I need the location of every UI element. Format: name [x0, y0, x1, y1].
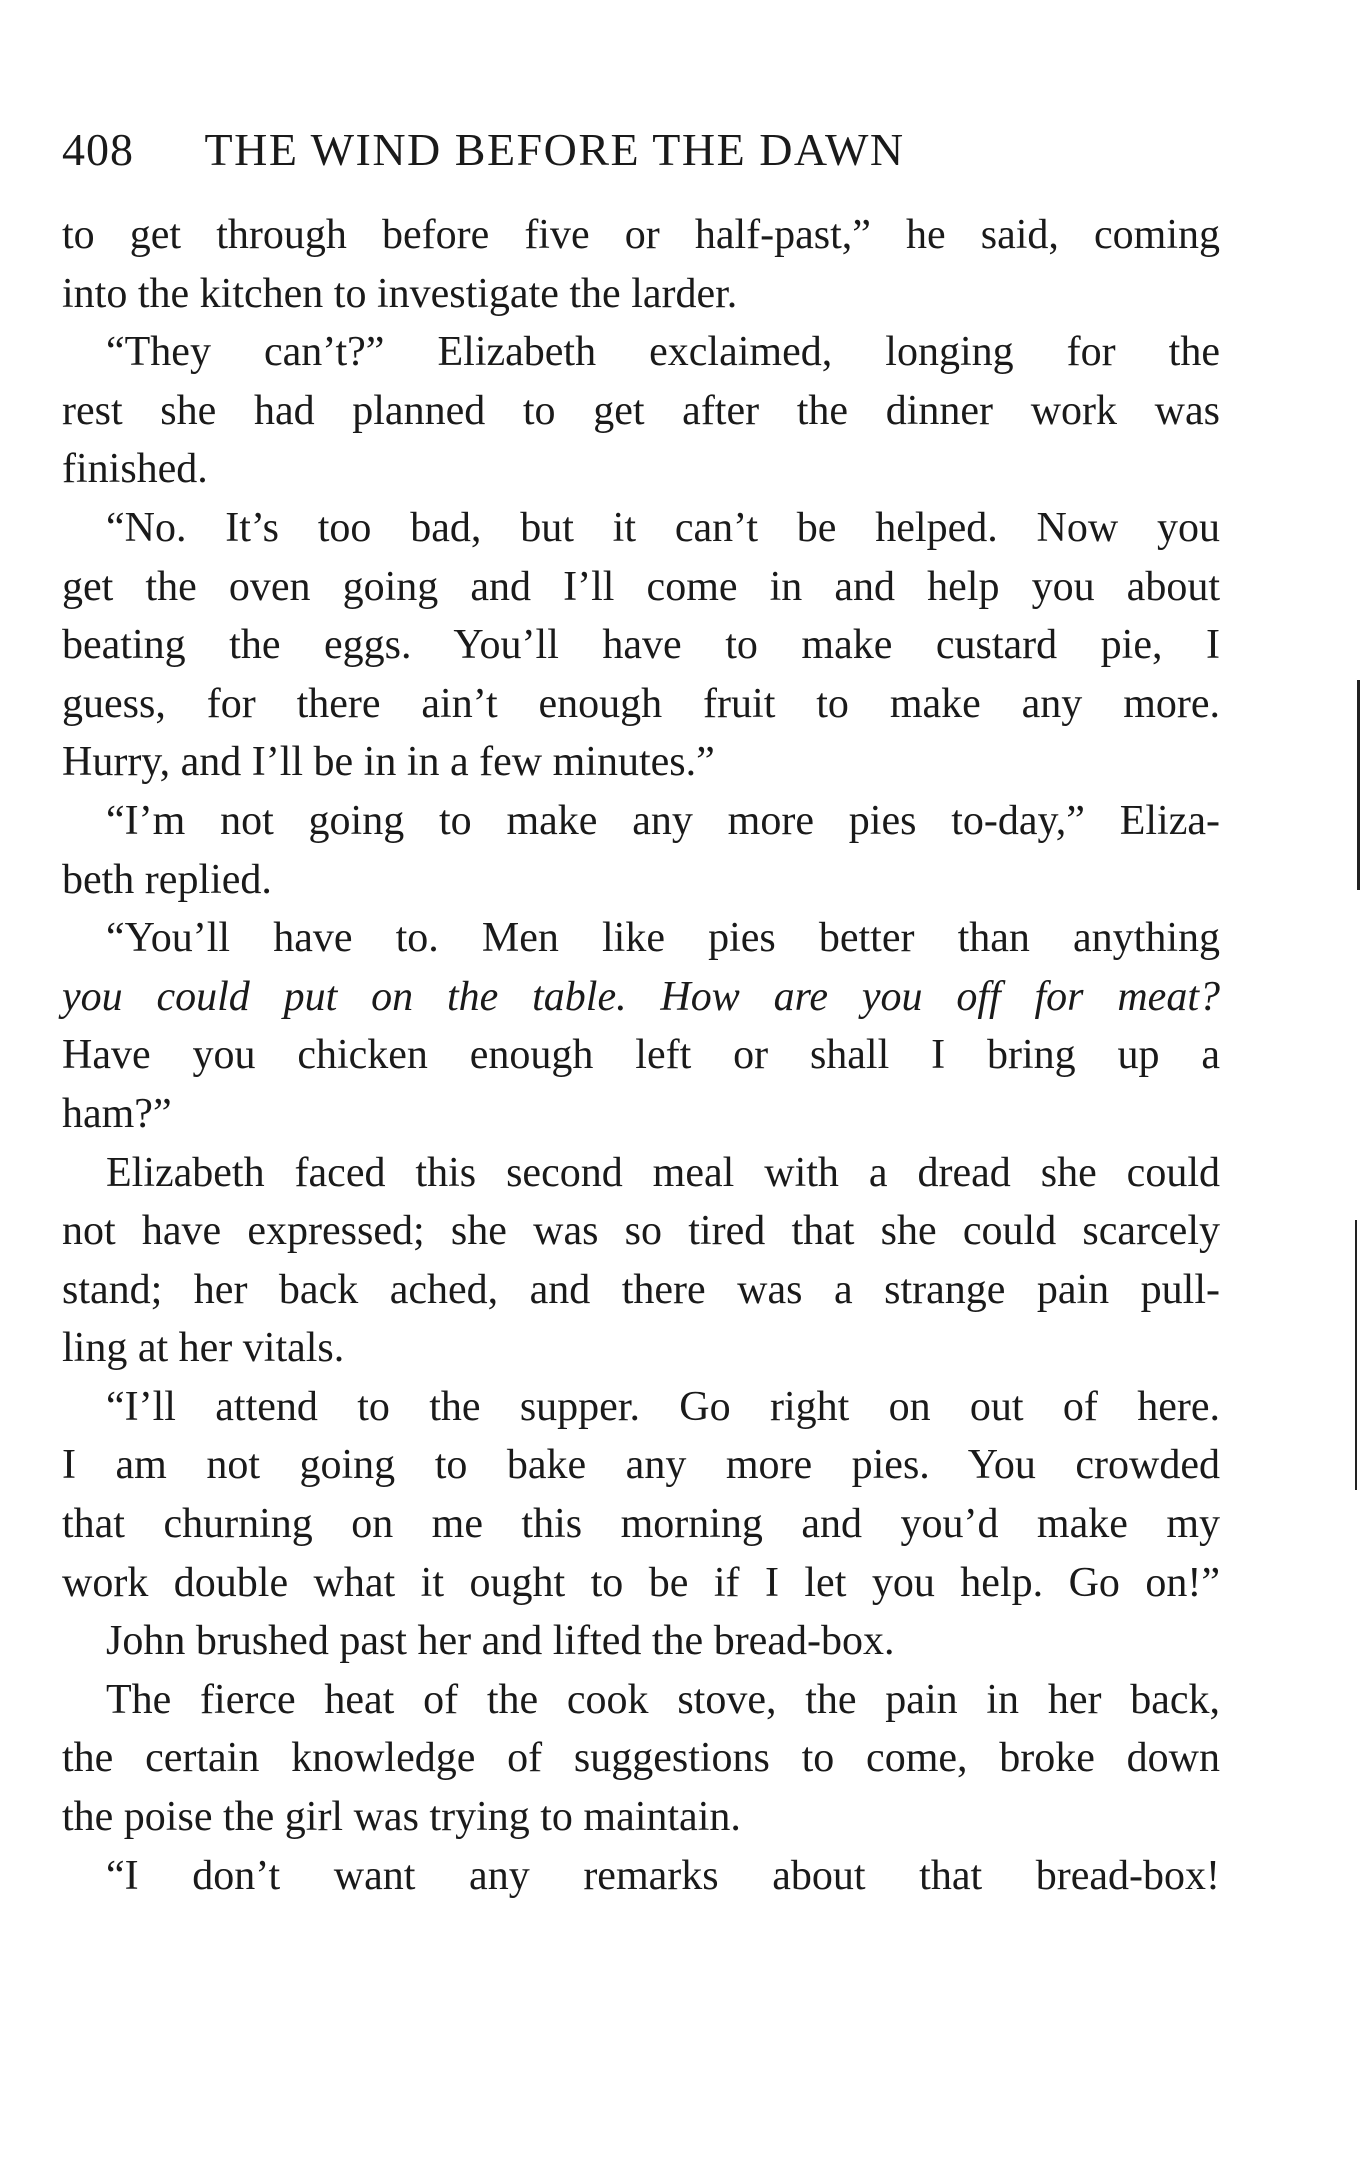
text-line: get the oven going and I’ll come in and help you about [62, 563, 1220, 610]
text-line: guess, for there ain’t enough fruit to make any more. [62, 680, 1220, 727]
text-line: not have expressed; she was so tired that she could scarcely [62, 1208, 1220, 1255]
margin-mark [1357, 680, 1360, 890]
text-line: “You’ll have to. Men like pies better than anything [106, 915, 1220, 962]
text-line: “I don’t want any remarks about that bread-box! [106, 1852, 1220, 1899]
text-line: Have you chicken enough left or shall I bring up a [62, 1032, 1220, 1079]
page-header [62, 120, 1212, 180]
text-line: “I’m not going to make any more pies to-day,” Eliza- [106, 797, 1220, 844]
text-line: that churning on me this morning and you’d make my [62, 1501, 1220, 1548]
text-line: “No. It’s too bad, but it can’t be helped. Now you [106, 504, 1220, 551]
text-line: beating the eggs. You’ll have to make custard pie, I [62, 622, 1220, 669]
text-line: the certain knowledge of suggestions to come, broke down [62, 1735, 1220, 1782]
text-line: The fierce heat of the cook stove, the pain in her back, [106, 1676, 1220, 1723]
text-line: the poise the girl was trying to maintain. [62, 1794, 741, 1841]
running-title: THE WIND BEFORE THE DAWN [204, 124, 905, 175]
margin-mark [1355, 1220, 1357, 1490]
text-line: work double what it ought to be if I let you help. Go on!” [62, 1559, 1220, 1606]
text-line: to get through before five or half-past,” he said, coming [62, 212, 1220, 258]
body-text [62, 206, 1220, 1905]
text-line: Hurry, and I’ll be in in a few minutes.” [62, 739, 715, 786]
text-line: John brushed past her and lifted the bread-box. [106, 1618, 895, 1665]
text-line: beth replied. [62, 856, 272, 903]
text-line: “They can’t?” Elizabeth exclaimed, longing for the [106, 329, 1220, 376]
text-line: I am not going to bake any more pies. You crowded [62, 1442, 1220, 1489]
text-line: into the kitchen to investigate the larder. [62, 270, 738, 317]
text-line: Elizabeth faced this second meal with a dread she could [106, 1149, 1220, 1196]
page-number: 408 [62, 124, 134, 175]
text-line: stand; her back ached, and there was a strange pain pull- [62, 1266, 1220, 1313]
text-line: ling at her vitals. [62, 1325, 345, 1372]
text-line: finished. [62, 446, 208, 493]
text-line: “I’ll attend to the supper. Go right on out of here. [106, 1383, 1220, 1430]
text-line: ham?” [62, 1090, 172, 1137]
text-line: you could put on the table. How are you off for meat? [62, 973, 1220, 1020]
text-line: rest she had planned to get after the dinner work was [62, 387, 1220, 434]
